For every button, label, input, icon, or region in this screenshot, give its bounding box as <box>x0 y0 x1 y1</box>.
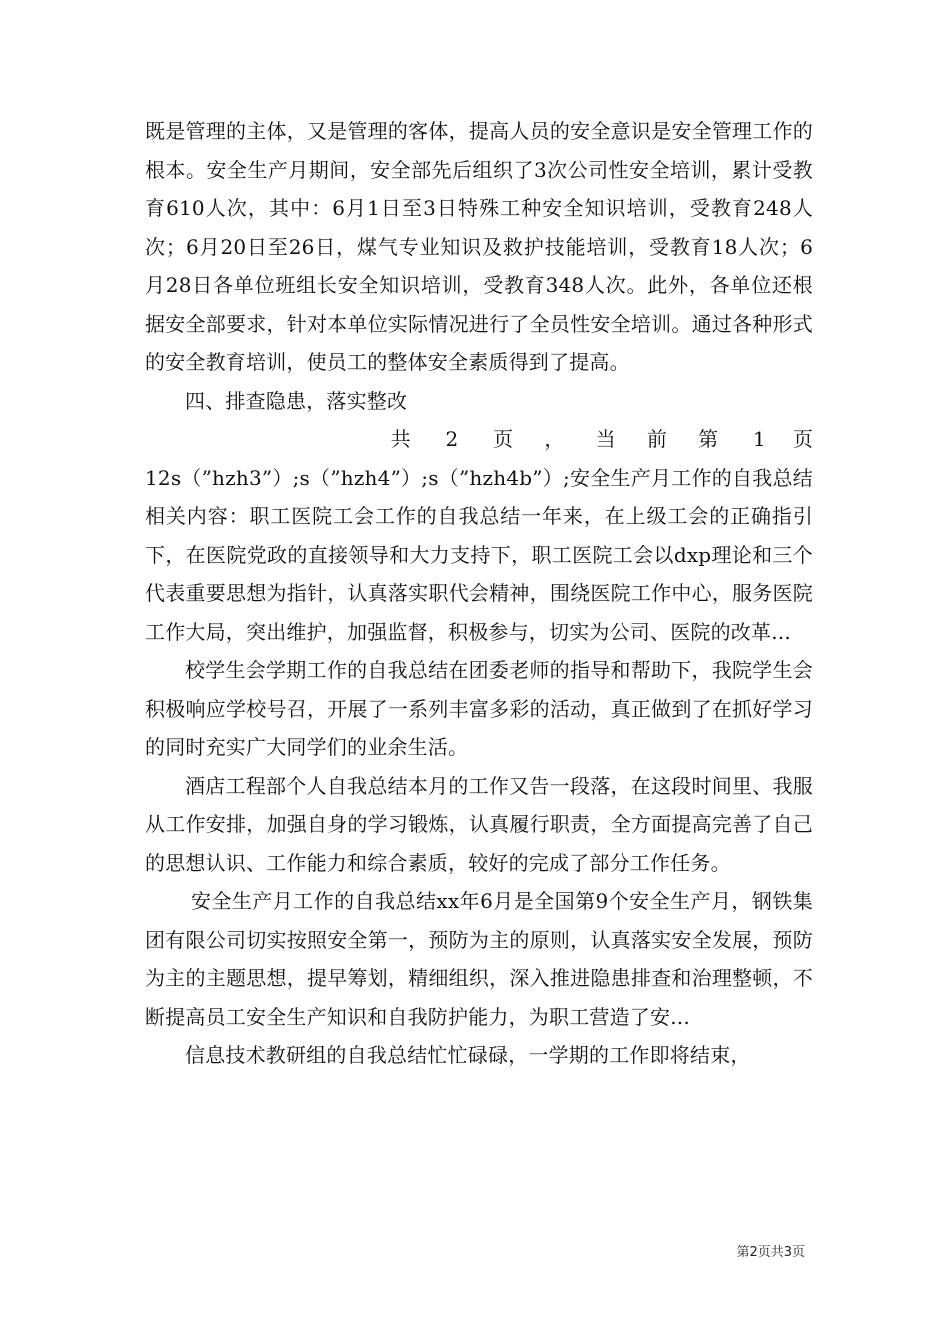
paragraph-it-group: 信息技术教研组的自我总结忙忙碌碌，一学期的工作即将结束， <box>185 1043 751 1067</box>
page-count-line <box>145 420 813 459</box>
page-count-part: 1 <box>753 427 766 451</box>
section-heading-hazards: 四、排查隐患，落实整改 <box>185 388 408 413</box>
paragraph-hospital-union: 12s（”hzh3”）;s（”hzh4”）;s（”hzh4b”）;安全生产月工作的自我总结相关内容：职工医院工会工作的自我总结一年来，在上级工会的正确指引下，在医院党政的直接领导和大力支持下，职工医院工会以dxp理论和三个代表重要思想为指针，认真落实职代会精神，围绕医院工作中心，服务医院工作大局，突出维护，加强监督，积极参与，切实为公司、医院的改革... <box>145 465 813 644</box>
paragraph-hotel-engineering: 酒店工程部个人自我总结本月的工作又告一段落，在这段时间里、我服从工作安排，加强自身的学习锻炼，认真履行职责，全方面提高完善了自己的思想认识、工作能力和综合素质，较好的完成了部分工作任务。 <box>145 773 813 875</box>
document-body <box>145 112 813 1075</box>
paragraph-training: 既是管理的主体，又是管理的客体，提高人员的安全意识是安全管理工作的根本。安全生产月期间，安全部先后组织了3次公司性安全培训，累计受教育610人次，其中：6月1日至3日特殊工种安全知识培训，受教育248人次；6月20日至26日，煤气专业知识及救护技能培训，受教育18人次；6月28日各单位班组长安全知识培训，受教育348人次。此外，各单位还根据安全部要求，针对本单位实际情况进行了全员性安全培训。通过各种形式的安全教育培训，使员工的整体安全素质得到了提高。 <box>145 119 813 374</box>
page-count-part: 前 <box>646 427 667 451</box>
paragraph-student-union: 校学生会学期工作的自我总结在团委老师的指导和帮助下，我院学生会积极响应学校号召，开展了一系列丰富多彩的活动，真正做到了在抓好学习的同时充实广大同学们的业余生活。 <box>145 658 813 759</box>
page-count-part: 2 <box>445 427 459 451</box>
page-count-part: 共 <box>390 427 411 451</box>
page-count-part: 第 <box>698 427 719 451</box>
page-footer: 第2页共3页 <box>736 1245 805 1260</box>
page-count-part: 页 <box>493 427 514 451</box>
page-count-part: 当 <box>595 427 616 451</box>
paragraph-safety-month: 安全生产月工作的自我总结xx年6月是全国第9个安全生产月，钢铁集团有限公司切实按照安全第一，预防为主的原则，认真落实安全发展，预防为主的主题思想，提早筹划，精细组织，深入推进隐患排查和治理整顿，不断提高员工安全生产知识和自我防护能力，为职工营造了安... <box>145 889 813 1029</box>
page-count-part: 页 <box>793 427 813 451</box>
page-count-part: ， <box>544 427 565 451</box>
